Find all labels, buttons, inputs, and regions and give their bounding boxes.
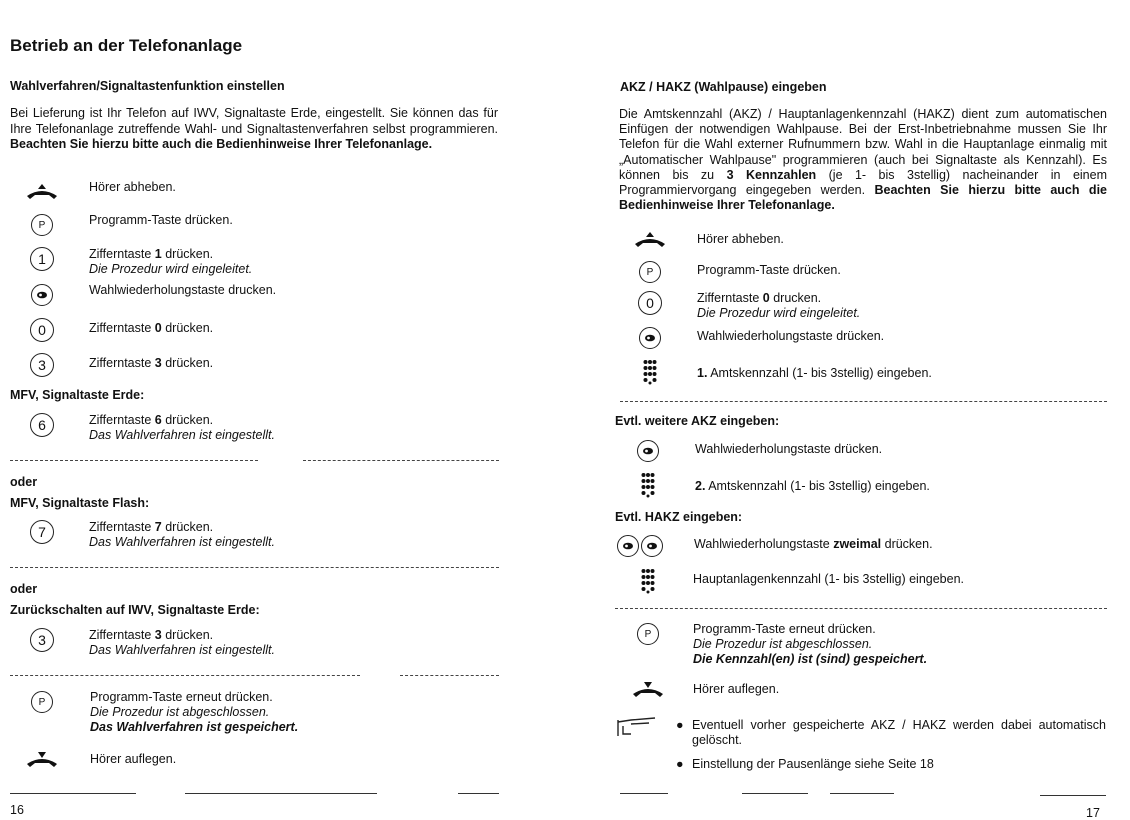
step-text: Hörer auflegen. [90, 752, 177, 766]
intro-text: Die Amtskennzahl (AKZ) / Hauptanlagenkennzahl (HAKZ) dient zum automatischen Einfügen der notwendigen Wahlpause. Bei der Erst-Inbetriebnahme mussen Sie Ihr Telefon für die Wahl externer Rufnummern bzw. Wahl in die Hauptanlage einmalig mit „Automatischer Wahlpause" programmieren (auch bei Signaltaste als Kennzahl). Es können bis zu [619, 107, 1107, 182]
footer-rule [830, 793, 894, 794]
handset-hangup-icon [628, 676, 668, 704]
right-page [560, 0, 1130, 820]
mfv-flash-heading: MFV, Signaltaste Flash: [10, 496, 150, 510]
step-text [90, 688, 298, 735]
text-part: drücken. [161, 520, 214, 534]
program-key-icon [22, 688, 62, 716]
page-title: Betrieb an der Telefonanlage [10, 36, 243, 55]
key-glyph: 6 [30, 413, 54, 437]
keypad-icon [628, 566, 668, 598]
key-glyph: 3 [30, 628, 54, 652]
text-part: Zifferntaste [697, 291, 763, 305]
key-glyph: 1 [30, 247, 54, 271]
footer-rule [185, 793, 377, 794]
step-text: Hörer abheben. [697, 232, 784, 246]
text-part: Zifferntaste [89, 321, 155, 335]
step-text [694, 532, 933, 552]
step-text [89, 245, 252, 277]
mfv-erde-heading: MFV, Signaltaste Erde: [10, 388, 145, 402]
step-akz1 [630, 357, 932, 389]
digit-key-icon [22, 245, 62, 273]
note-text: Eventuell vorher gespeicherte AKZ / HAKZ werden dabei automatisch gelöscht. [692, 718, 1106, 747]
intro-text: Bei Lieferung ist Ihr Telefon auf IWV, Signaltaste Erde, eingestellt. Sie können das für Ihre Telefonanlage zutreffende Wahl- und Signaltastenverfahren selbst programmieren. [10, 106, 498, 136]
text-part: Zifferntaste [89, 413, 155, 427]
intro-bold-text: Beachten Sie hierzu bitte auch die Bedienhinweise Ihrer Telefonanlage. [10, 137, 433, 151]
divider [620, 401, 1107, 402]
key-glyph: 0 [638, 291, 662, 315]
step-text: Hörer abheben. [89, 180, 176, 194]
digit-key-icon [630, 289, 670, 317]
digit-key-icon [22, 626, 62, 654]
text-part: Programm-Taste erneut drücken. [693, 622, 876, 636]
digit-label: 6 [154, 413, 162, 427]
divider [10, 460, 258, 461]
divider [400, 675, 499, 676]
ordinal-label: 1. [697, 366, 708, 380]
step-digit-7 [22, 518, 275, 550]
digit-label: 3 [154, 628, 162, 642]
step-text: Wahlwiederholungstaste drucken. [89, 283, 277, 297]
page-number: 17 [1086, 806, 1100, 820]
step-text [693, 620, 927, 667]
digit-label: 0 [762, 291, 770, 305]
digit-label: 0 [154, 321, 162, 335]
note-item: ● Eventuell vorher gespeicherte AKZ / HAKZ werden dabei automatisch gelöscht. [676, 718, 1106, 747]
text-part: Amtskennzahl (1- bis 3stellig) eingeben. [705, 479, 930, 493]
step-text [697, 357, 932, 381]
keypad-icon [630, 357, 670, 389]
step-program-again [628, 620, 927, 667]
text-part: drücken. [161, 247, 214, 261]
redial-key-icon [22, 281, 62, 309]
step-result: Die Kennzahl(en) ist (sind) gespeichert. [693, 652, 928, 666]
key-glyph: 7 [30, 520, 54, 544]
step-text [89, 351, 213, 371]
page-number: 16 [10, 803, 24, 817]
step-text [89, 411, 275, 443]
step-note: Das Wahlverfahren ist eingestellt. [89, 428, 275, 442]
step-akz2 [628, 470, 930, 502]
step-digit-3b [22, 626, 275, 658]
step-program-again [22, 688, 298, 735]
footer-rule [458, 793, 499, 794]
step-text: Hörer auflegen. [693, 682, 780, 696]
notes-list [676, 718, 1106, 781]
divider [10, 567, 499, 568]
text-part: Zifferntaste [89, 628, 155, 642]
step-hangup [22, 746, 176, 774]
redial-key-icon [628, 437, 668, 465]
akz-heading: AKZ / HAKZ (Wahlpause) eingeben [620, 80, 827, 94]
step-text: Wahlwiederholungstaste drücken. [695, 442, 883, 456]
intro-bold-text: 3 Kennzahlen [726, 167, 817, 182]
text-part: drucken. [769, 291, 822, 305]
program-key-icon [22, 211, 62, 239]
intro-paragraph [10, 106, 498, 153]
intro-text: (je 1- bis 3stellig) nacheinander in einem Programmiervorgang eingegeben werden. [619, 167, 1107, 198]
key-glyph: 0 [30, 318, 54, 342]
handset-lift-icon [630, 226, 670, 254]
step-note: Die Prozedur wird eingeleitet. [89, 262, 253, 276]
step-text: Hauptanlagenkennzahl (1- bis 3stellig) eingeben. [693, 572, 965, 586]
text-part: Amtskennzahl (1- bis 3stellig) eingeben. [707, 366, 932, 380]
step-redial-twice [612, 532, 933, 560]
step-text: Programm-Taste drücken. [89, 213, 233, 227]
step-text [89, 518, 275, 550]
step-redial2 [628, 437, 882, 465]
digit-label: 7 [154, 520, 162, 534]
text-part: Programm-Taste erneut drücken. [90, 690, 273, 704]
step-redial [22, 281, 276, 309]
text-part: drücken. [161, 413, 214, 427]
text-part: drücken. [161, 356, 214, 370]
program-key-icon [628, 620, 668, 648]
footer-rule [1040, 795, 1106, 796]
step-note: Das Wahlverfahren ist eingestellt. [89, 535, 275, 549]
step-lift-handset [22, 178, 176, 206]
digit-key-icon [22, 316, 62, 344]
digit-key-icon [22, 351, 62, 379]
step-result: Das Wahlverfahren ist gespeichert. [90, 720, 299, 734]
intro-paragraph [619, 107, 1107, 213]
handset-hangup-icon [22, 746, 62, 774]
digit-label: 1 [154, 247, 162, 261]
text-part: Zifferntaste [89, 356, 155, 370]
text-part: drücken. [161, 628, 214, 642]
pointing-hand-icon [615, 714, 661, 743]
step-note: Das Wahlverfahren ist eingestellt. [89, 643, 275, 657]
section-heading: Wahlverfahren/Signaltastenfunktion einstellen [10, 79, 285, 93]
step-text: Programm-Taste drücken. [697, 263, 841, 277]
digit-key-icon [22, 518, 62, 546]
keypad-icon [628, 470, 668, 502]
evtl-hakz-heading: Evtl. HAKZ eingeben: [615, 510, 743, 524]
handset-lift-icon [22, 178, 62, 206]
key-glyph: P [31, 691, 53, 713]
step-text: Wahlwiederholungstaste drücken. [697, 329, 885, 343]
step-text [89, 316, 213, 336]
digit-key-icon [22, 411, 62, 439]
ordinal-label: 2. [695, 479, 706, 493]
step-text [695, 470, 930, 494]
step-hakz [628, 566, 964, 598]
step-digit-0 [630, 289, 860, 321]
divider [615, 608, 1107, 609]
text-part: Zifferntaste [89, 520, 155, 534]
step-digit-1 [22, 245, 252, 277]
note-text: Einstellung der Pausenlänge siehe Seite 18 [692, 757, 934, 771]
step-note: Die Prozedur ist abgeschlossen. [693, 637, 873, 651]
step-program-key [630, 258, 841, 286]
step-lift-handset [630, 226, 784, 254]
step-program-key [22, 211, 233, 239]
oder-label: oder [10, 582, 38, 596]
step-note: Die Prozedur ist abgeschlossen. [90, 705, 270, 719]
key-glyph: 3 [30, 353, 54, 377]
step-text [89, 626, 275, 658]
text-part: Zifferntaste [89, 247, 155, 261]
digit-label: 3 [154, 356, 162, 370]
emphasis: zweimal [833, 537, 882, 551]
footer-rule [10, 793, 136, 794]
text-part: Wahlwiederholungstaste [694, 537, 834, 551]
iwv-heading: Zurückschalten auf IWV, Signaltaste Erde: [10, 603, 260, 617]
step-digit-0 [22, 316, 213, 344]
key-glyph: P [637, 623, 659, 645]
footer-rule [620, 793, 668, 794]
step-text [697, 289, 860, 321]
divider [303, 460, 499, 461]
divider [10, 675, 360, 676]
program-key-icon [630, 258, 670, 286]
step-redial [630, 324, 884, 352]
key-glyph: P [639, 261, 661, 283]
redial-twice-icon [612, 532, 668, 560]
step-hangup [628, 676, 779, 704]
step-digit-3 [22, 351, 213, 379]
note-item: ● Einstellung der Pausenlänge siehe Seite 18 [676, 757, 934, 771]
step-note: Die Prozedur wird eingeleitet. [697, 306, 861, 320]
redial-key-icon [630, 324, 670, 352]
step-digit-6 [22, 411, 275, 443]
key-glyph: P [31, 214, 53, 236]
intro-bold-text: Beachten Sie hierzu bitte auch die Bedienhinweise Ihrer Telefonanlage. [619, 183, 1107, 213]
left-page [0, 0, 560, 820]
footer-rule [742, 793, 808, 794]
evtl-akz-heading: Evtl. weitere AKZ eingeben: [615, 414, 780, 428]
text-part: drücken. [881, 537, 933, 551]
text-part: drücken. [161, 321, 214, 335]
oder-label: oder [10, 475, 38, 489]
